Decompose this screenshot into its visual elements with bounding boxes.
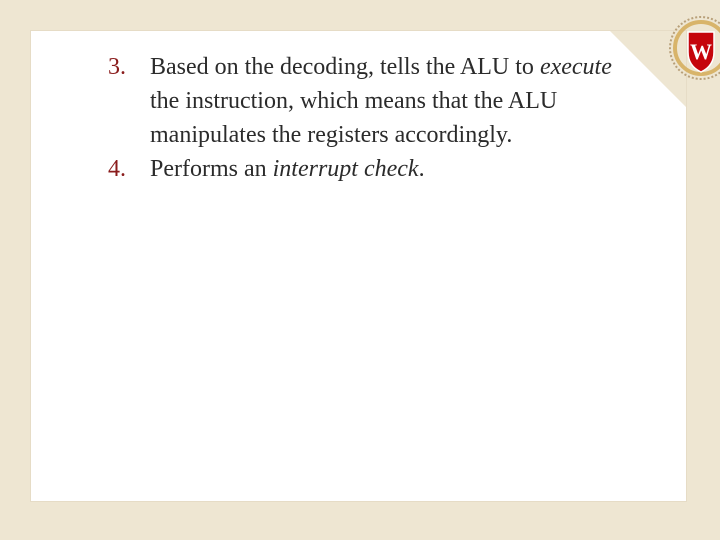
emphasis-text: interrupt check xyxy=(272,156,419,182)
svg-text:W: W xyxy=(690,39,712,64)
list-item xyxy=(108,152,628,186)
list-number: 4. xyxy=(108,156,126,182)
university-crest-logo xyxy=(666,12,720,84)
list-text: Based on the decoding, tells the ALU to xyxy=(150,54,540,80)
bullet-list xyxy=(108,50,628,186)
list-text: Performs an xyxy=(150,156,273,182)
list-text: the instruction, which means that the ALU manipulates the registers accordingly. xyxy=(150,88,558,148)
list-item xyxy=(108,50,628,152)
list-text: . xyxy=(418,156,425,182)
list-number: 3. xyxy=(108,54,126,80)
emphasis-text: execute xyxy=(539,54,612,80)
